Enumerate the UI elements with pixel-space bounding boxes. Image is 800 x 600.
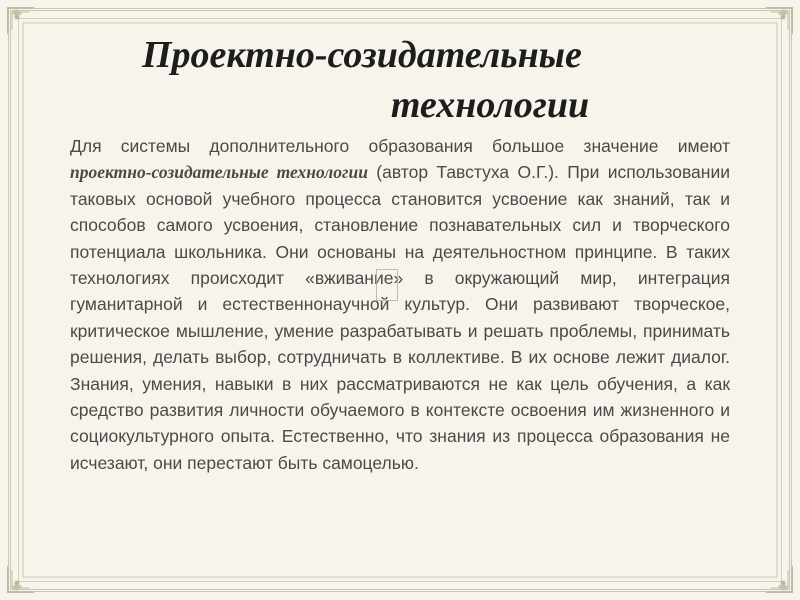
title-line-1: Проектно-созидательные bbox=[142, 34, 582, 76]
title-line-2: технологии bbox=[390, 84, 590, 126]
body-paragraph bbox=[70, 133, 730, 476]
corner-ornament-icon bbox=[4, 4, 38, 38]
corner-ornament-icon bbox=[762, 562, 796, 596]
body-rest: (автор Тавстуха О.Г.). При использовании таковых основой учебного процесса становится усвоение как знаний, так и способов самого усвоения, становление познавательных сил и творческого потенциала школьника. Они основаны на деятельностном принципе. В таких технологиях происходит «вживание» в окружающий мир, интеграция гуманитарной и естественнонаучной культур. Они развивают творческое, критическое мышление, умение разрабатывать и решать проблемы, принимать решения, делать выбор, сотрудничать в коллективе. В их основе лежит диалог. Знания, умения, навыки в них рассматриваются не как цель обучения, а как средство развития личности обучаемого в контексте освоения им жизненного и социокультурного опыта. Естественно, что знания из процесса образования не исчезают, они перестают быть самоцелью. bbox=[70, 162, 730, 473]
body-emphasis: проектно-созидательные технологии bbox=[70, 162, 368, 183]
slide-title bbox=[70, 30, 730, 130]
corner-ornament-icon bbox=[4, 562, 38, 596]
placeholder-glyph-icon bbox=[376, 269, 398, 301]
body-intro: Для системы дополнительного образования большое значение имеют bbox=[70, 136, 730, 156]
corner-ornament-icon bbox=[762, 4, 796, 38]
